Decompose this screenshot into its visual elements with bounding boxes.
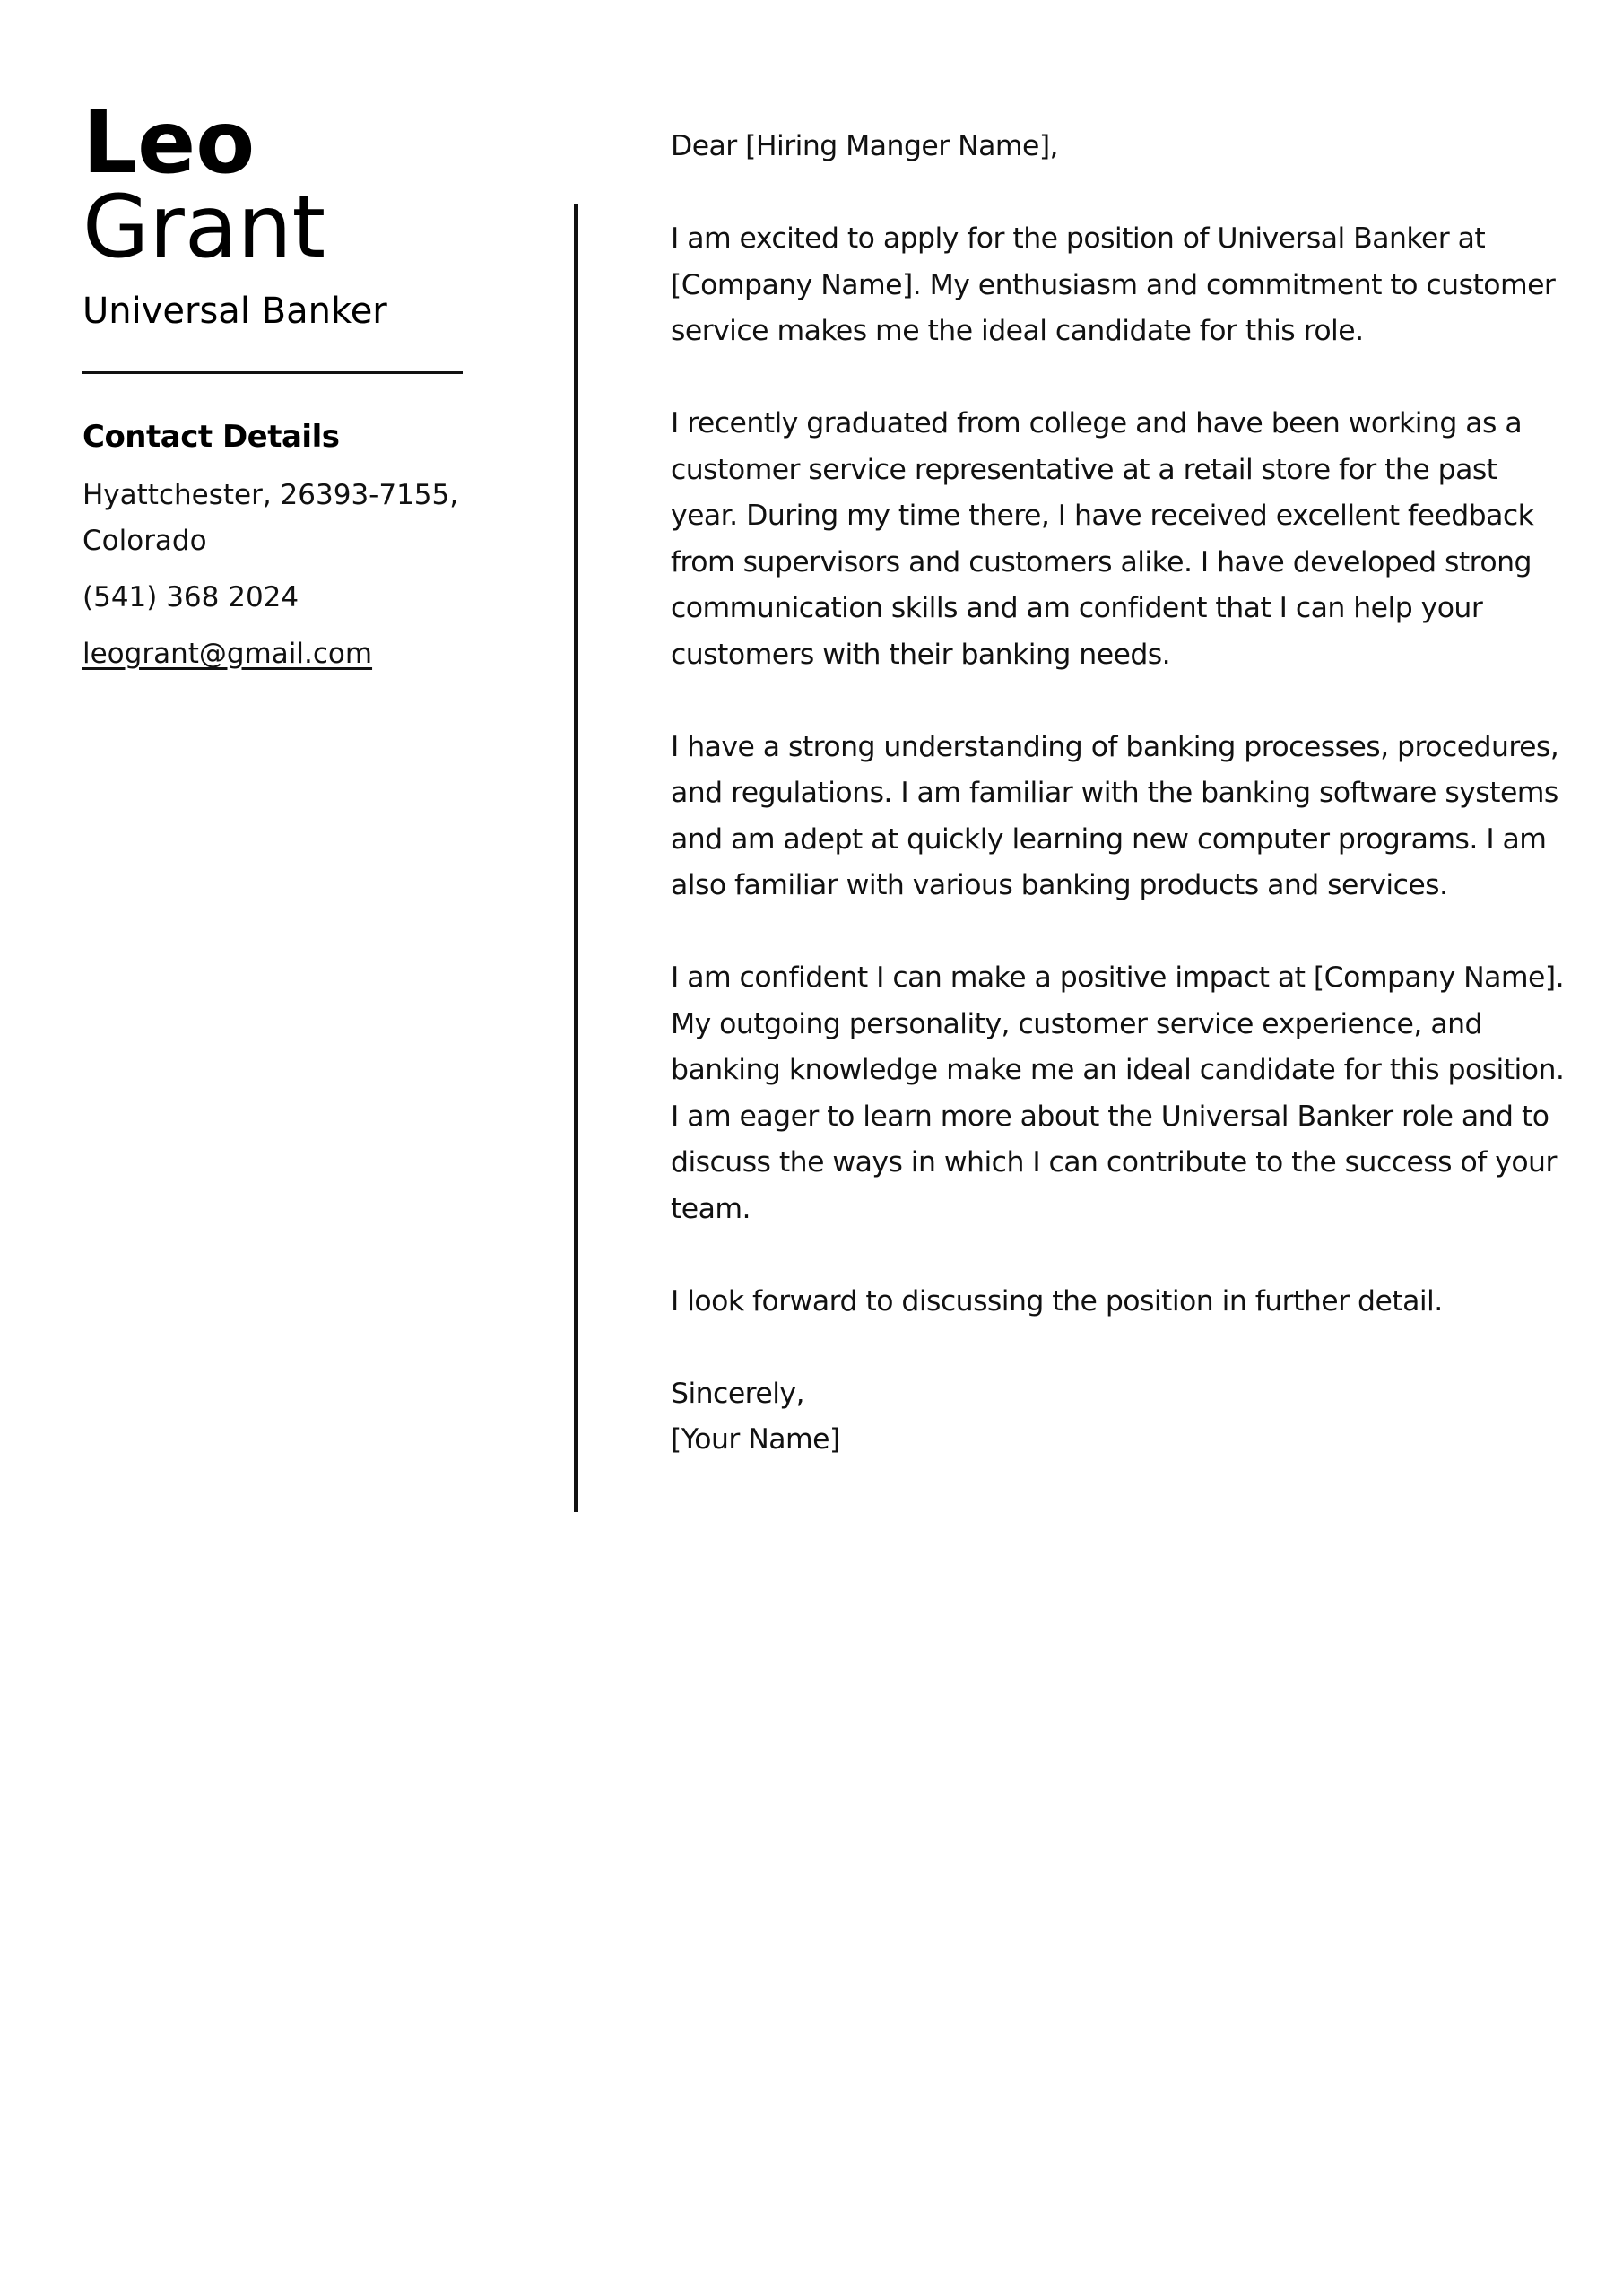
letter-salutation: Dear [Hiring Manger Name],	[671, 130, 1059, 162]
sidebar	[82, 92, 477, 688]
sidebar-divider	[82, 371, 463, 374]
letter-paragraph: I recently graduated from college and have been working as a customer service representative at a retail store for the past year. During my time there, I have received excellent feedback from supervisors and customers alike. I have developed strong communication skills and am confident that I can help your customers with their banking needs.	[671, 407, 1534, 671]
letter-paragraph: I am excited to apply for the position of Universal Banker at [Company Name]. My enthusiasm and commitment to customer service makes me the ideal candidate for this role.	[671, 222, 1556, 347]
contact-address: Hyattchester, 26393-7155, Colorado	[82, 479, 459, 557]
letter-paragraph: I have a strong understanding of banking processes, procedures, and regulations. I am familiar with the banking software systems and am adept at quickly learning new computer programs. I am also familiar with various banking products and services.	[671, 730, 1559, 901]
letter-signature: [Your Name]	[671, 1423, 840, 1456]
letter-closing: Sincerely,	[671, 1377, 804, 1410]
contact-email-item	[82, 631, 477, 677]
letter-paragraph: I am confident I can make a positive impact at [Company Name]. My outgoing personality, customer service experience, and banking knowledge make me an ideal candidate for this position. I am eager to learn more about the Universal Banker role and to discuss the ways in which I can contribute to the success of your team.	[671, 961, 1565, 1225]
last-name: Grant	[82, 177, 326, 277]
first-name: Leo	[82, 92, 256, 193]
contact-phone: (541) 368 2024	[82, 581, 299, 613]
vertical-divider	[574, 204, 578, 1512]
contact-email-link[interactable]: leogrant@gmail.com	[82, 638, 373, 670]
job-title: Universal Banker	[82, 291, 387, 332]
applicant-name	[82, 92, 477, 277]
contact-list	[82, 473, 477, 677]
letter-body	[671, 124, 1567, 1464]
letter-paragraph: I look forward to discussing the position in further detail.	[671, 1284, 1443, 1318]
contact-details-heading: Contact Details	[82, 419, 340, 455]
